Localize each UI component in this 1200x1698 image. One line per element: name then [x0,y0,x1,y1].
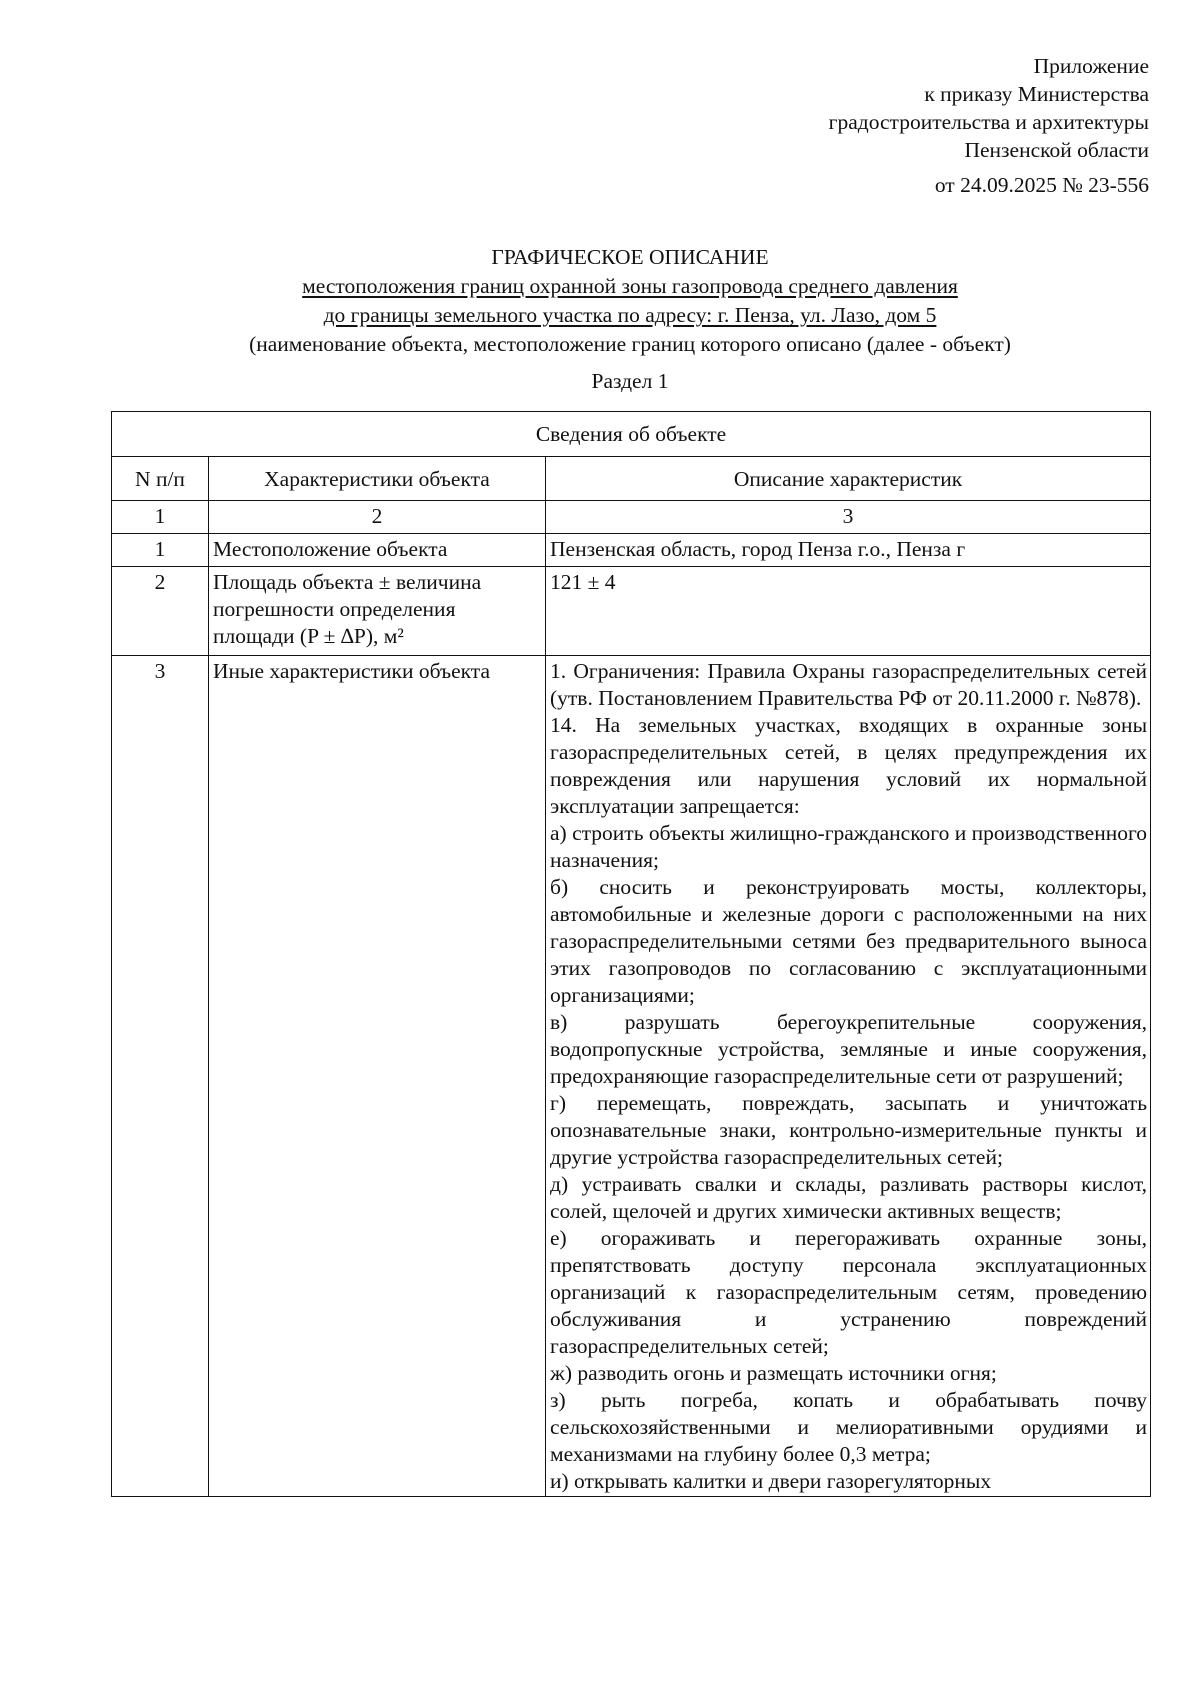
object-name-line-1: местоположения границ охранной зоны газопровода среднего давления [302,274,958,298]
restriction-paragraph: и) открывать калитки и двери газорегуляторных [550,1469,992,1493]
restriction-paragraph: 14. На земельных участках, входящих в охранные зоны газораспределительных сетей, в целях предупреждения их повреждения или нарушения условий их нормальной эксплуатации запрещается: [550,713,1148,818]
object-name-line-2: до границы земельного участка по адресу: г. Пенза, ул. Лазо, дом 5 [323,303,937,327]
header-line: к приказу Министерства [924,82,1149,106]
row-description: 121 ± 4 [546,567,1151,656]
approval-header [829,52,1149,199]
restriction-paragraph: д) устраивать свалки и склады, разливать растворы кислот, солей, щелочей и других химически активных веществ; [550,1172,1148,1223]
header-line: градостроительства и архитектуры [828,110,1149,134]
header-line: Пензенской области [964,138,1149,162]
table-row [112,656,1151,1497]
restriction-paragraph: г) перемещать, повреждать, засыпать и уничтожать опознавательные знаки, контрольно-измерительные пункты и другие устройства газораспределительных сетей; [550,1091,1148,1169]
row-number: 3 [112,656,209,1497]
row-characteristic: Площадь объекта ± величина погрешности определения площади (P ± ∆P), м² [209,567,546,656]
restriction-paragraph: а) строить объекты жилищно-гражданского и производственного назначения; [550,821,1148,872]
table-caption: Сведения об объекте [112,412,1151,457]
row-number: 1 [112,534,209,567]
row-description: Пензенская область, город Пенза г.о., Пенза г [546,534,1151,567]
restriction-paragraph: е) огораживать и перегораживать охранные зоны, препятствовать доступу персонала эксплуатационных организаций к газораспределительным сетям, проведению обслуживания и устранению повреждений газораспределительных сетей; [550,1226,1148,1358]
order-date-number: от 24.09.2025 № 23-556 [934,173,1149,197]
header-cell-number: N п/п [112,457,209,501]
header-cell-description: Описание характеристик [546,457,1151,501]
table-row [112,567,1151,656]
table-row [112,534,1151,567]
document-title: ГРАФИЧЕСКОЕ ОПИСАНИЕ [491,245,769,269]
restriction-paragraph: з) рыть погреба, копать и обрабатывать почву сельскохозяйственными и мелиоративными орудиями и механизмами на глубину более 0,3 метра; [550,1388,1148,1466]
object-info-table [111,411,1151,1497]
header-line: Приложение [1033,54,1149,78]
column-number-cell: 2 [209,501,546,534]
restriction-paragraph: 1. Ограничения: Правила Охраны газораспределительных сетей (утв. Постановлением Правительства РФ от 20.11.2000 г. №878). [550,659,1148,710]
document-title-block [0,243,1200,396]
row-description-restrictions [546,656,1151,1497]
column-number-cell: 3 [546,501,1151,534]
row-characteristic: Местоположение объекта [209,534,546,567]
restriction-paragraph: б) сносить и реконструировать мосты, коллекторы, автомобильные и железные дороги с расположенными на них газораспределительными сетями без предварительного выноса этих газопроводов по согласованию с эксплуатационными организациями; [550,875,1148,1007]
row-number: 2 [112,567,209,656]
section-heading: Раздел 1 [591,369,669,393]
restriction-paragraph: в) разрушать берегоукрепительные сооружения, водопропускные устройства, земляные и иные сооружения, предохраняющие газораспределительные сети от разрушений; [550,1010,1148,1088]
restriction-paragraph: ж) разводить огонь и размещать источники огня; [550,1361,997,1385]
object-name-caption: (наименование объекта, местоположение границ которого описано (далее - объект) [249,332,1011,356]
row-characteristic: Иные характеристики объекта [209,656,546,1497]
column-number-cell: 1 [112,501,209,534]
header-cell-characteristics: Характеристики объекта [209,457,546,501]
